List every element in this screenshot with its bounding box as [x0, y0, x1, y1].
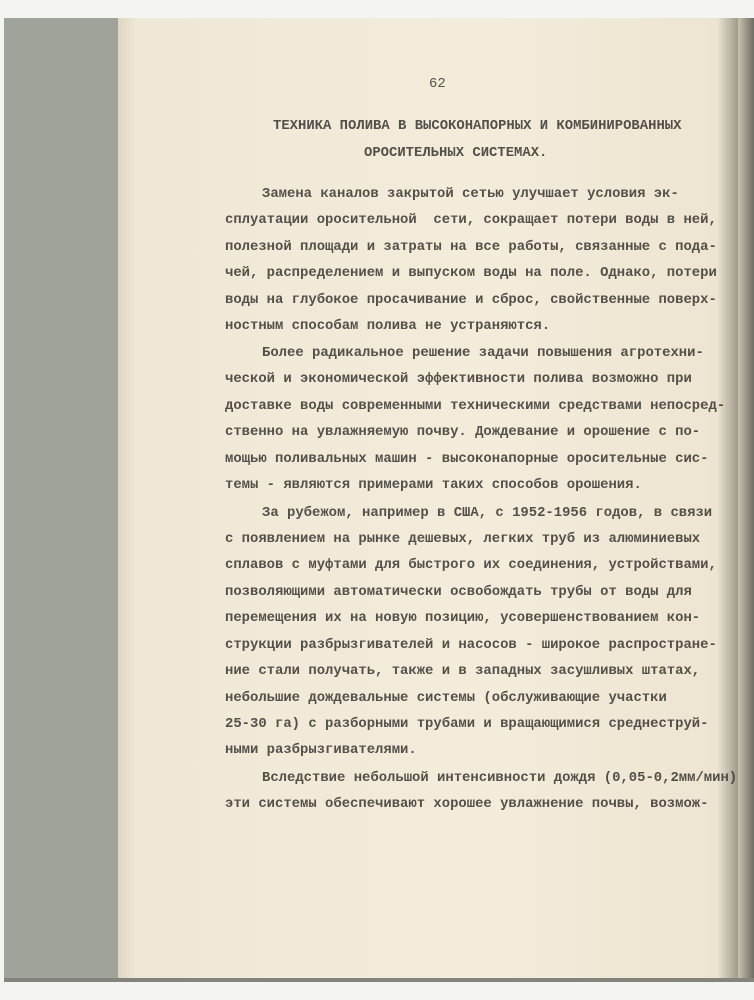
page-bottom-edge: [4, 978, 754, 982]
body-line: Замена каналов закрытой сетью улучшает условия эк-: [262, 186, 679, 202]
body-line: ние стали получать, также и в западных засушливых штатах,: [225, 663, 701, 679]
body-line: струкции разбрызгивателей и насосов - широкое распростране-: [225, 637, 717, 653]
body-line: мощью поливальных машин - высоконапорные оросительные сис-: [225, 451, 709, 467]
body-line: 25-30 га) с разборными трубами и вращающимися среднеструй-: [225, 716, 709, 732]
body-line: За рубежом, например в США, с 1952-1956 годов, в связи: [262, 505, 713, 521]
body-line: перемещения их на новую позицию, усовершенствованием кон-: [225, 610, 701, 626]
body-line: темы - являются примерами таких способов орошения.: [225, 477, 642, 493]
body-line: полезной площади и затраты на все работы, связанные с пода-: [225, 239, 717, 255]
body-line: Вследствие небольшой интенсивности дождя (0,05-0,2мм/мин): [262, 770, 738, 786]
body-line: воды на глубокое просачивание и сброс, свойственные поверх-: [225, 292, 717, 308]
body-line: сплавов с муфтами для быстрого их соединения, устройствами,: [225, 557, 717, 573]
body-line: с появлением на рынке дешевых, легких труб из алюминиевых: [225, 531, 701, 547]
body-line: ственно на увлажняемую почву. Дождевание и орошение с по-: [225, 424, 701, 440]
body-line: ными разбрызгивателями.: [225, 742, 417, 758]
body-line: ностным способам полива не устраняются.: [225, 318, 551, 334]
body-line: позволяющими автоматически освобождать трубы от воды для: [225, 584, 692, 600]
page-edge-shadow: [738, 18, 754, 980]
body-line: сплуатации оросительной сети, сокращает потери воды в ней,: [225, 212, 717, 228]
body-line: ческой и экономической эффективности полива возможно при: [225, 371, 692, 387]
title-line-2: ОРОСИТЕЛЬНЫХ СИСТЕМАХ.: [364, 145, 548, 161]
title-line-1: ТЕХНИКА ПОЛИВА В ВЫСОКОНАПОРНЫХ И КОМБИНИРОВАННЫХ: [273, 118, 682, 134]
page-number: 62: [429, 76, 446, 92]
body-line: Более радикальное решение задачи повышения агротехни-: [262, 345, 704, 361]
document-page: [118, 18, 742, 978]
body-line: небольшие дождевальные системы (обслуживающие участки: [225, 690, 667, 706]
body-line: чей, распределением и выпуском воды на поле. Однако, потери: [225, 265, 717, 281]
body-line: доставке воды современными техническими средствами непосред-: [225, 398, 726, 414]
body-line: эти системы обеспечивают хорошее увлажнение почвы, возмож-: [225, 796, 709, 812]
